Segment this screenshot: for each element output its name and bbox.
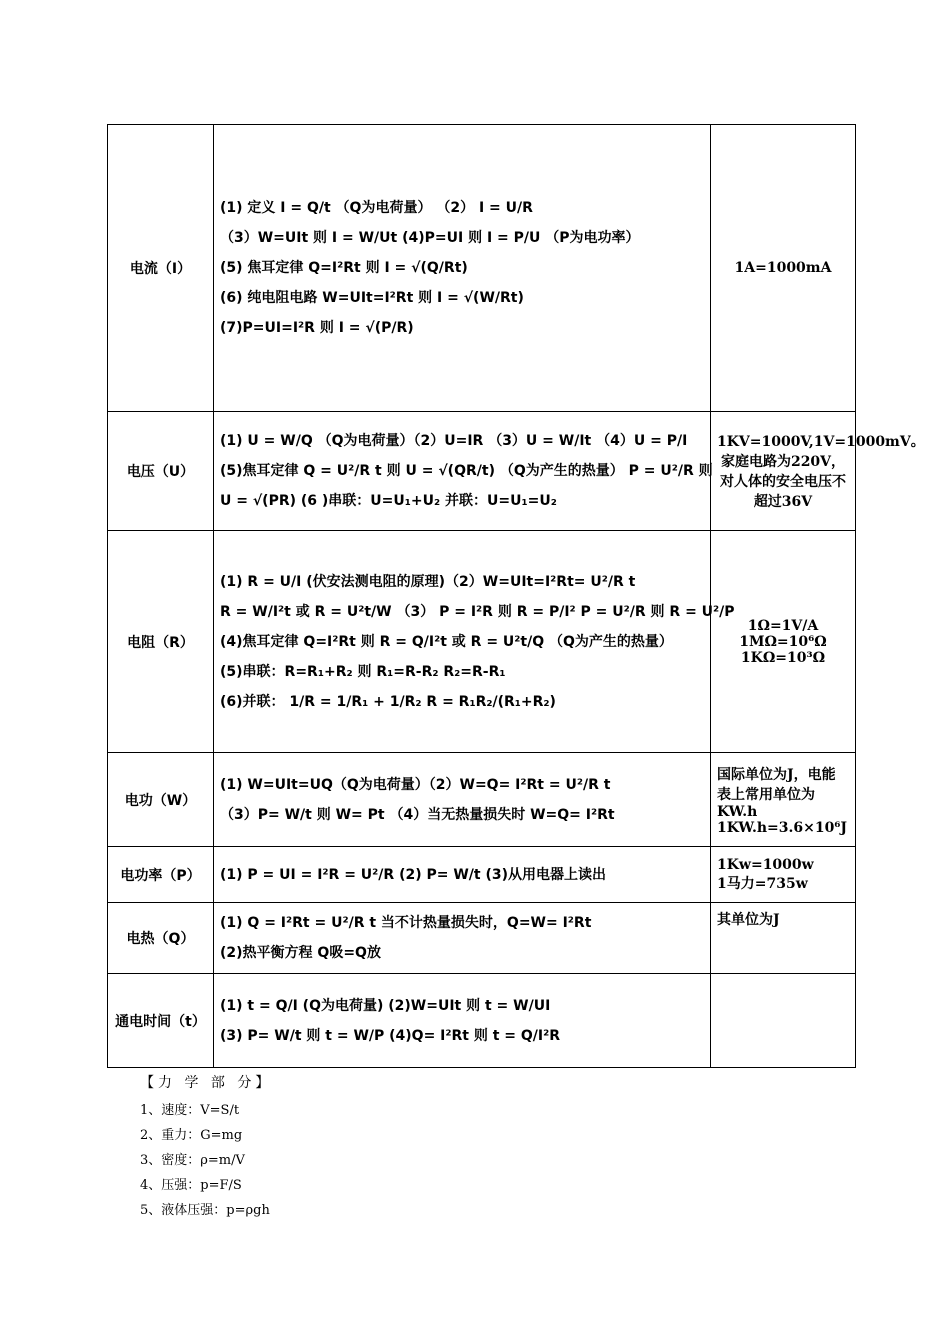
unit-cell: 其单位为J bbox=[711, 903, 856, 974]
unit-cell: 国际单位为J，电能表上常用单位为KW.h 1KW.h=3.6×10⁶J bbox=[711, 753, 856, 847]
formula-cell bbox=[214, 847, 711, 903]
formula-table bbox=[107, 124, 925, 1068]
mechanics-section bbox=[140, 1072, 273, 1223]
quantity-name: 电流（I） bbox=[108, 125, 214, 412]
list-item: 3、密度：ρ=m/V bbox=[140, 1153, 245, 1168]
table-row bbox=[108, 753, 856, 847]
unit-cell bbox=[711, 974, 856, 1068]
formula-line: (1) t = Q/I (Q为电荷量) (2)W=UIt 则 t = W/UI bbox=[220, 997, 551, 1014]
list-item: 5、液体压强：p=ρgh bbox=[140, 1203, 270, 1218]
formula-line: R = W/I²t 或 R = U²t/W （3） P = I²R 则 R = P/I² P = U²/R 则 R = U²/P bbox=[220, 603, 735, 620]
formula-line: (5)串联：R=R₁+R₂ 则 R₁=R-R₂ R₂=R-R₁ bbox=[220, 663, 506, 680]
formula-line: (6)并联： 1/R = 1/R₁ + 1/R₂ R = R₁R₂/(R₁+R₂) bbox=[220, 693, 556, 710]
formula-cell bbox=[214, 974, 711, 1068]
formula-line: (5) 焦耳定律 Q=I²Rt 则 I = √(Q/Rt) bbox=[220, 260, 468, 276]
list-item: 1、速度：V=S/t bbox=[140, 1103, 240, 1118]
formula-line: (1) W=UIt=UQ（Q为电荷量）（2）W=Q= I²Rt = U²/R t bbox=[220, 776, 611, 793]
quantity-name: 电功率（P） bbox=[108, 847, 214, 903]
formula-line: (6) 纯电阻电路 W=UIt=I²Rt 则 I = √(W/Rt) bbox=[220, 290, 524, 306]
unit-cell: 1A=1000mA bbox=[711, 125, 856, 412]
formula-line: (5)焦耳定律 Q = U²/R t 则 U = √(QR/t) （Q为产生的热量） P = U²/R 则 bbox=[220, 463, 713, 479]
formula-line: (1) 定义 I = Q/t （Q为电荷量） （2） I = U/R bbox=[220, 200, 533, 216]
formula-line: （3）W=UIt 则 I = W/Ut (4)P=UI 则 I = P/U （P为电功率） bbox=[220, 230, 640, 246]
formula-cell bbox=[214, 753, 711, 847]
formula-line: U = √(PR) (6 )串联：U=U₁+U₂ 并联：U=U₁=U₂ bbox=[220, 493, 557, 509]
table-row bbox=[108, 531, 856, 753]
formula-line: (3) P= W/t 则 t = W/P (4)Q= I²Rt 则 t = Q/I²R bbox=[220, 1027, 561, 1044]
table-row bbox=[108, 903, 856, 974]
quantity-name: 电功（W） bbox=[108, 753, 214, 847]
quantity-name: 电热（Q） bbox=[108, 903, 214, 974]
formula-line: (4)焦耳定律 Q=I²Rt 则 R = Q/I²t 或 R = U²t/Q （Q为产生的热量） bbox=[220, 633, 673, 650]
quantity-name: 通电时间（t） bbox=[108, 974, 214, 1068]
table-row bbox=[108, 412, 856, 531]
formula-line: (1) Q = I²Rt = U²/R t 当不计热量损失时，Q=W= I²Rt bbox=[220, 915, 592, 931]
list-item: 2、重力：G=mg bbox=[140, 1128, 243, 1143]
formula-line: (1) U = W/Q （Q为电荷量）（2）U=IR （3）U = W/It （4）U = P/I bbox=[220, 433, 688, 449]
formula-cell bbox=[214, 903, 711, 974]
formula-line: （3）P= W/t 则 W= Pt （4）当无热量损失时 W=Q= I²Rt bbox=[220, 806, 615, 823]
formula-line: (1) P = UI = I²R = U²/R (2) P= W/t (3)从用电器上读出 bbox=[220, 866, 607, 883]
unit-cell: 1KV=1000V,1V=1000mV。家庭电路为220V，对人体的安全电压不超过36V bbox=[711, 412, 856, 531]
formula-line: (7)P=UI=I²R 则 I = √(P/R) bbox=[220, 320, 414, 336]
list-item: 4、压强：p=F/S bbox=[140, 1178, 242, 1193]
unit-cell: 1Kw=1000w 1马力=735w bbox=[711, 847, 856, 903]
formula-cell bbox=[214, 125, 711, 412]
formula-line: (1) R = U/I (伏安法测电阻的原理)（2）W=UIt=I²Rt= U²/R t bbox=[220, 573, 636, 590]
formula-line: (2)热平衡方程 Q吸=Q放 bbox=[220, 945, 381, 961]
table-row bbox=[108, 974, 856, 1068]
section-title: 【力 学 部 分】 bbox=[140, 1075, 274, 1091]
unit-cell: 1Ω=1V/A 1MΩ=10⁶Ω 1KΩ=10³Ω bbox=[711, 531, 856, 753]
quantity-name: 电阻（R） bbox=[108, 531, 214, 753]
table-row bbox=[108, 125, 856, 412]
formula-cell bbox=[214, 531, 735, 753]
quantity-name: 电压（U） bbox=[108, 412, 214, 531]
table-row bbox=[108, 847, 856, 903]
formula-cell bbox=[214, 412, 711, 531]
